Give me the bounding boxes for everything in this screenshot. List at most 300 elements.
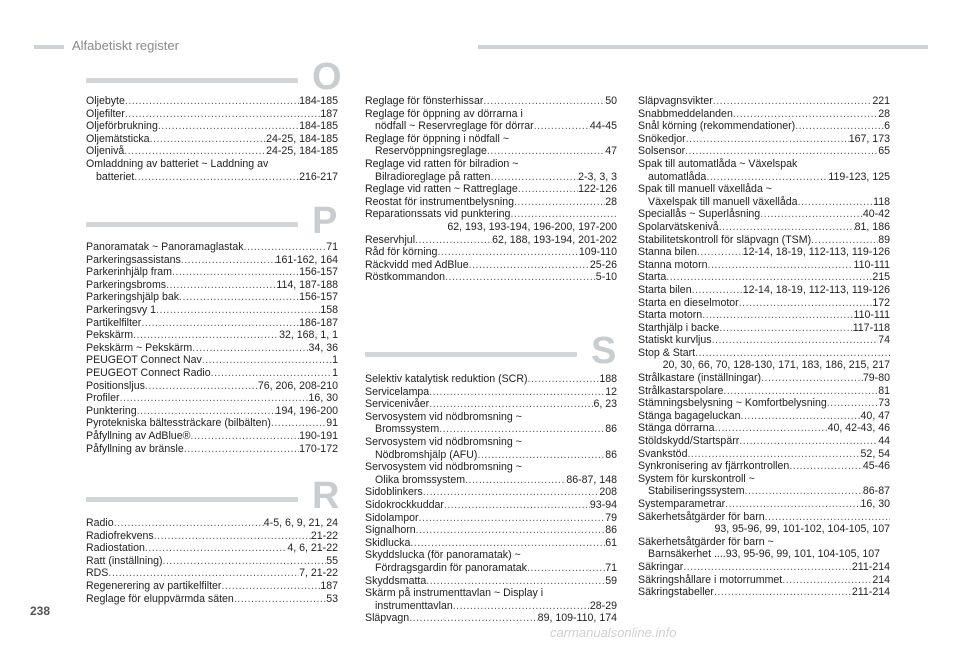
index-term: Parkerinhjälp fram [86, 266, 172, 279]
dot-leader [150, 133, 267, 146]
index-pages: 40, 42-43, 46 [827, 422, 890, 435]
index-entry [638, 473, 890, 498]
index-entry-row [638, 120, 890, 133]
dot-leader [713, 95, 873, 108]
dot-leader [163, 555, 327, 568]
index-entry [86, 430, 338, 443]
index-entry [638, 120, 890, 133]
index-term: Synkronisering av fjärrkontrollen [638, 460, 790, 473]
index-entry [638, 586, 890, 599]
dot-leader [692, 284, 743, 297]
index-entry [365, 499, 617, 512]
index-pages: 89 [878, 233, 890, 246]
index-entry [86, 329, 338, 342]
index-entry [638, 259, 890, 272]
index-entry [638, 561, 890, 574]
index-pages: 44-45 [589, 120, 617, 133]
index-entry [365, 549, 617, 574]
dot-leader [697, 246, 743, 259]
index-entry [86, 443, 338, 456]
index-entry-row [86, 367, 338, 380]
index-term: Speciallås ~ Superlåsning [638, 208, 761, 221]
dot-leader [211, 367, 332, 380]
index-pages: 44 [878, 435, 890, 448]
index-pages: 110-111 [853, 258, 890, 271]
index-entry [638, 158, 890, 183]
dot-leader [181, 254, 276, 267]
index-entry-row [86, 279, 338, 292]
index-pages: 45-46 [862, 460, 890, 473]
index-pages: 86-87 [862, 485, 890, 498]
index-term: Stänga dörrarna [638, 422, 715, 435]
index-pages: 186-187 [299, 316, 338, 329]
index-entry [86, 567, 338, 580]
index-entry-row [365, 398, 617, 411]
index-term: Panoramatak ~ Panoramaglastak [86, 241, 244, 253]
index-entry [365, 133, 617, 158]
index-entry-row [86, 241, 338, 254]
index-entry [638, 246, 890, 259]
index-entry [638, 297, 890, 310]
dot-leader [741, 410, 861, 423]
index-entry [638, 422, 890, 435]
index-pages: 187 [320, 107, 338, 120]
dot-leader [527, 562, 605, 575]
index-term: batteriet [96, 170, 135, 183]
index-pages: 172 [872, 296, 890, 309]
index-entry-row [86, 567, 338, 580]
index-term: Stanna bilen [638, 246, 697, 259]
dot-leader [725, 498, 860, 511]
dot-leader [244, 241, 327, 254]
dot-leader [409, 612, 537, 625]
index-term: Spolarvätskenivå [638, 220, 719, 233]
index-pages: 2-3, 3, 3 [578, 170, 617, 183]
index-term: Stöldskydd/Startspärr [638, 435, 740, 448]
index-pages: 161-162, 164 [275, 253, 338, 266]
index-term: Släpvagnsvikter [638, 95, 713, 107]
dot-leader [439, 423, 605, 436]
index-term: Selektiv katalytisk reduktion (SCR) [365, 373, 528, 385]
index-entry-row [638, 422, 890, 435]
index-entry-row [86, 108, 338, 121]
header-rule-right [478, 45, 928, 49]
index-entry-row [365, 449, 617, 462]
dot-leader [429, 398, 593, 411]
index-term: Profiler [86, 392, 120, 405]
index-entry-row [86, 304, 338, 317]
index-term: Barnsäkerhet ....93, 95-96, 99, 101, 104-105, 107 [648, 548, 881, 561]
index-pages: 194, 196-200 [275, 404, 338, 417]
section-s-letter: S [591, 330, 617, 372]
index-pages: 79 [605, 511, 617, 524]
section-r-letter: R [312, 475, 340, 517]
dot-leader [702, 309, 853, 322]
index-term: Säkringar [638, 560, 684, 573]
index-pages: 28-29 [589, 599, 617, 612]
index-term: Stämningsbelysning ~ Komfortbelysning [638, 397, 827, 410]
index-pages: 71 [605, 561, 617, 574]
index-entry [86, 145, 338, 158]
index-entry [86, 405, 338, 418]
index-term: Starta motorn [638, 309, 703, 322]
dot-leader [761, 372, 863, 385]
index-pages: 79-80 [862, 372, 890, 385]
index-entry-row [638, 284, 890, 297]
index-entry-row [365, 612, 617, 625]
index-term: Växelspak till manuell växellåda [648, 195, 798, 208]
index-pages: 55 [326, 554, 338, 567]
dot-leader [789, 460, 863, 473]
index-term: Pekskärm [86, 329, 134, 342]
dot-leader [154, 530, 311, 543]
index-entry [86, 367, 338, 380]
section-o-letter: O [312, 56, 342, 98]
index-term: Skidlucka [365, 536, 411, 549]
index-entry-row [638, 561, 890, 574]
index-entry [365, 271, 617, 284]
index-entry-row [638, 259, 890, 272]
dot-leader [437, 246, 578, 259]
index-entry [365, 436, 617, 461]
index-term: Skyddslucka (för panoramatak) ~ [365, 549, 521, 562]
index-pages: 12-14, 18-19, 112-113, 119-126 [742, 246, 890, 259]
index-entry-row [638, 448, 890, 461]
index-term: Säkringshållare i motorrummet [638, 573, 783, 586]
index-pages: 215 [872, 271, 890, 284]
index-entry-row [638, 145, 890, 158]
index-entry [365, 183, 617, 196]
index-term: Punktering [86, 404, 137, 417]
index-entry [86, 317, 338, 330]
dot-leader [202, 354, 332, 367]
index-pages: 184-185 [299, 120, 338, 133]
index-pages: 7, 21-22 [299, 567, 338, 580]
dot-leader [145, 542, 287, 555]
dot-leader [719, 221, 855, 234]
index-column-s-continued [638, 95, 890, 599]
dot-leader [134, 171, 299, 184]
index-pages: 89, 109-110, 174 [537, 612, 617, 625]
index-entry-row [86, 555, 338, 568]
index-entry-row [365, 386, 617, 399]
index-entry-row [86, 145, 338, 158]
index-term: Reglage för öppning av dörrarna i [365, 107, 523, 120]
index-term: Servosystem vid nödbromsning ~ [365, 461, 522, 474]
index-pages: 86 [605, 423, 617, 436]
index-pages: 118 [873, 195, 890, 208]
index-pages: 184-185 [299, 95, 338, 107]
index-entry-row [638, 322, 890, 335]
dot-leader [133, 329, 279, 342]
index-entry-row [365, 474, 617, 487]
index-entry-row [86, 354, 338, 367]
index-pages: 16, 30 [860, 498, 890, 510]
dot-leader [190, 430, 299, 443]
dot-leader [426, 575, 605, 588]
index-entry-row [638, 347, 890, 360]
index-pages: 93, 95-96, 99, 101-102, 104-105, 107 [714, 523, 890, 536]
watermark: carmanualsonline.info [550, 625, 677, 640]
index-entry [638, 511, 890, 536]
header-title: Alfabetiskt register [72, 38, 179, 53]
index-entry [365, 259, 617, 272]
index-entry-row [365, 95, 617, 108]
index-entry [638, 133, 890, 146]
index-entry [638, 208, 890, 221]
index-pages: 73 [878, 397, 890, 410]
dot-leader [528, 373, 600, 386]
index-entry-row [365, 234, 617, 247]
dot-leader [745, 485, 863, 498]
index-term: Stabilitetskontroll för släpvagn (TSM) [638, 233, 812, 246]
index-term: Pyrotekniska bältessträckare (bilbälten) [86, 417, 271, 430]
index-entry [365, 196, 617, 209]
index-entry [365, 461, 617, 486]
index-term: Snål körning (rekommendationer) [638, 120, 796, 133]
index-entry-row [638, 435, 890, 448]
index-term: Påfyllning av AdBlue® [86, 429, 191, 442]
index-term: Reglage för eluppvärmda säten [86, 592, 234, 605]
index-entry-row [86, 530, 338, 543]
dot-leader [125, 95, 299, 108]
index-pages: 117-118 [852, 321, 890, 334]
dot-leader [234, 593, 326, 606]
index-pages: 86 [605, 524, 617, 537]
index-column-r [86, 517, 338, 605]
dot-leader [811, 234, 878, 247]
dot-leader [114, 517, 264, 530]
section-s-rule [365, 352, 577, 357]
index-entry [86, 266, 338, 279]
index-entry-row [638, 208, 890, 221]
index-entry [86, 120, 338, 133]
index-column-r-continued [365, 95, 617, 284]
index-term: Parkeringsbroms [86, 278, 167, 291]
index-entry [365, 411, 617, 436]
index-entry [638, 397, 890, 410]
index-entry-row [638, 309, 890, 322]
index-column-p [86, 241, 338, 455]
index-entry [638, 435, 890, 448]
index-pages: 32, 168, 1, 1 [279, 329, 338, 342]
index-term: Stanna motorn [638, 258, 708, 271]
index-entry [365, 398, 617, 411]
dot-leader [827, 397, 878, 410]
dot-leader [158, 120, 299, 133]
index-column-o [86, 95, 338, 183]
index-entry-row [365, 512, 617, 525]
index-entry-row [365, 486, 617, 499]
index-entry [638, 284, 890, 297]
index-entry-row [365, 271, 617, 284]
section-r-heading [86, 475, 340, 519]
index-term: Olika bromssystem [375, 473, 466, 486]
index-entry-row [86, 171, 338, 184]
index-entry-row [638, 95, 890, 108]
index-entry-row [86, 517, 338, 530]
dot-leader [166, 279, 276, 292]
index-pages: 221 [872, 95, 890, 107]
index-pages: 21-22 [310, 529, 338, 542]
dot-leader [192, 342, 308, 355]
index-entry [365, 512, 617, 525]
index-entry-row [86, 291, 338, 304]
index-term: Parkeringsvy 1 [86, 303, 157, 316]
dot-leader [124, 145, 266, 158]
index-term: Positionsljus [86, 379, 145, 392]
index-entry [86, 392, 338, 405]
dot-leader [534, 120, 590, 133]
dot-leader [156, 304, 320, 317]
index-entry [86, 133, 338, 146]
dot-leader [685, 145, 878, 158]
index-entry [86, 108, 338, 121]
dot-leader [715, 422, 828, 435]
index-term: Nödbromshjälp (AFU) [375, 448, 478, 461]
index-entry-row [365, 145, 617, 158]
index-entry-row [638, 498, 890, 511]
dot-leader [739, 297, 873, 310]
section-s-heading [365, 330, 617, 374]
index-pages: 6, 23 [593, 398, 617, 411]
index-entry-row [365, 600, 617, 613]
index-term: Spak till automatlåda ~ Växelspak [638, 157, 798, 170]
dot-leader [518, 183, 578, 196]
index-column-s [365, 373, 617, 625]
index-entry-row [638, 297, 890, 310]
index-entry-row [86, 580, 338, 593]
index-pages: 167, 173 [848, 132, 890, 145]
index-term: Starthjälp i backe [638, 321, 720, 334]
index-entry-row [365, 373, 617, 386]
index-pages: 25-26 [589, 258, 617, 271]
index-pages: 190-191 [299, 429, 338, 442]
index-entry [638, 145, 890, 158]
dot-leader [723, 385, 878, 398]
index-entry-row [365, 562, 617, 575]
dot-leader [221, 580, 320, 593]
index-term: Oljebyte [86, 95, 125, 107]
index-term: Reostat för instrumentbelysning [365, 195, 514, 208]
index-entry-row [365, 208, 617, 221]
index-term: Starta [638, 271, 667, 284]
dot-leader [760, 208, 863, 221]
index-term: Fördragsgardin för panoramatak [375, 561, 527, 574]
index-pages: 187 [320, 579, 338, 592]
index-entry [365, 95, 617, 108]
index-entry [638, 322, 890, 335]
dot-leader [765, 511, 890, 524]
index-entry-row [86, 405, 338, 418]
header-rule-left [34, 45, 64, 49]
index-term: Skärm på instrumenttavlan ~ Display i [365, 587, 544, 600]
index-pages: 61 [605, 536, 617, 549]
index-pages: 119-123, 125 [828, 170, 890, 183]
dot-leader [137, 405, 276, 418]
index-entry [638, 448, 890, 461]
index-entry [86, 517, 338, 530]
section-p-letter: P [312, 200, 338, 242]
dot-leader [514, 196, 605, 209]
index-entry [365, 587, 617, 612]
index-entry [86, 241, 338, 254]
index-pages: 81, 186 [854, 220, 890, 233]
index-term: PEUGEOT Connect Nav [86, 354, 202, 367]
dot-leader [477, 449, 605, 462]
index-pages: 24-25, 184-185 [266, 145, 338, 158]
index-pages: 50 [605, 95, 617, 107]
page-number: 238 [30, 604, 51, 618]
index-entry [86, 291, 338, 304]
dot-leader [423, 486, 600, 499]
index-entry-row [365, 499, 617, 512]
index-entry [638, 536, 890, 561]
index-term: Skyddsmatta [365, 574, 427, 587]
dot-leader [798, 196, 874, 209]
dot-leader [733, 108, 878, 121]
index-entry-row [86, 380, 338, 393]
index-term: Reservhjul [365, 233, 416, 246]
dot-leader [795, 120, 884, 133]
index-entry-row [365, 183, 617, 196]
index-entry [365, 537, 617, 550]
index-entry [638, 385, 890, 398]
index-term: Reservöppningsreglage [375, 145, 487, 158]
index-entry-row [638, 574, 890, 587]
dot-leader [429, 386, 605, 399]
dot-leader [445, 271, 596, 284]
index-pages: 62, 188, 193-194, 201-202 [492, 233, 617, 246]
index-entry [638, 574, 890, 587]
index-entry-row [86, 443, 338, 456]
dot-leader [708, 259, 854, 272]
index-entry [86, 279, 338, 292]
index-term: Signalhorn [365, 524, 416, 537]
dot-leader [469, 259, 590, 272]
index-entry-row [86, 329, 338, 342]
index-pages: 52, 54 [860, 447, 890, 460]
index-pages: 53 [326, 592, 338, 605]
index-entry [638, 334, 890, 347]
index-entry [365, 386, 617, 399]
index-entry-row [365, 524, 617, 537]
index-entry-row [638, 485, 890, 498]
index-term: Påfyllning av bränsle [86, 442, 184, 455]
index-pages: 40-42 [862, 208, 890, 221]
dot-leader [487, 145, 605, 158]
index-term: Regenerering av partikelfilter [86, 579, 222, 592]
index-entry [638, 271, 890, 284]
index-term: Stabiliseringssystem [648, 485, 745, 498]
index-entry [86, 342, 338, 355]
dot-leader [695, 347, 890, 360]
index-entry-row [86, 133, 338, 146]
index-pages: 156-157 [299, 266, 338, 279]
index-entry [86, 417, 338, 430]
index-entry-row [365, 171, 617, 184]
index-entry-row [638, 196, 890, 209]
index-entry [638, 108, 890, 121]
index-term: Räckvidd med AdBlue [365, 258, 469, 271]
index-term: Säkerhetsåtgärder för barn ~ [638, 535, 774, 548]
index-pages: 1 [332, 366, 338, 379]
dot-leader [465, 474, 566, 487]
index-entry-row [86, 392, 338, 405]
index-entry [638, 460, 890, 473]
index-entry [638, 372, 890, 385]
index-term: Släpvagn [365, 612, 410, 625]
